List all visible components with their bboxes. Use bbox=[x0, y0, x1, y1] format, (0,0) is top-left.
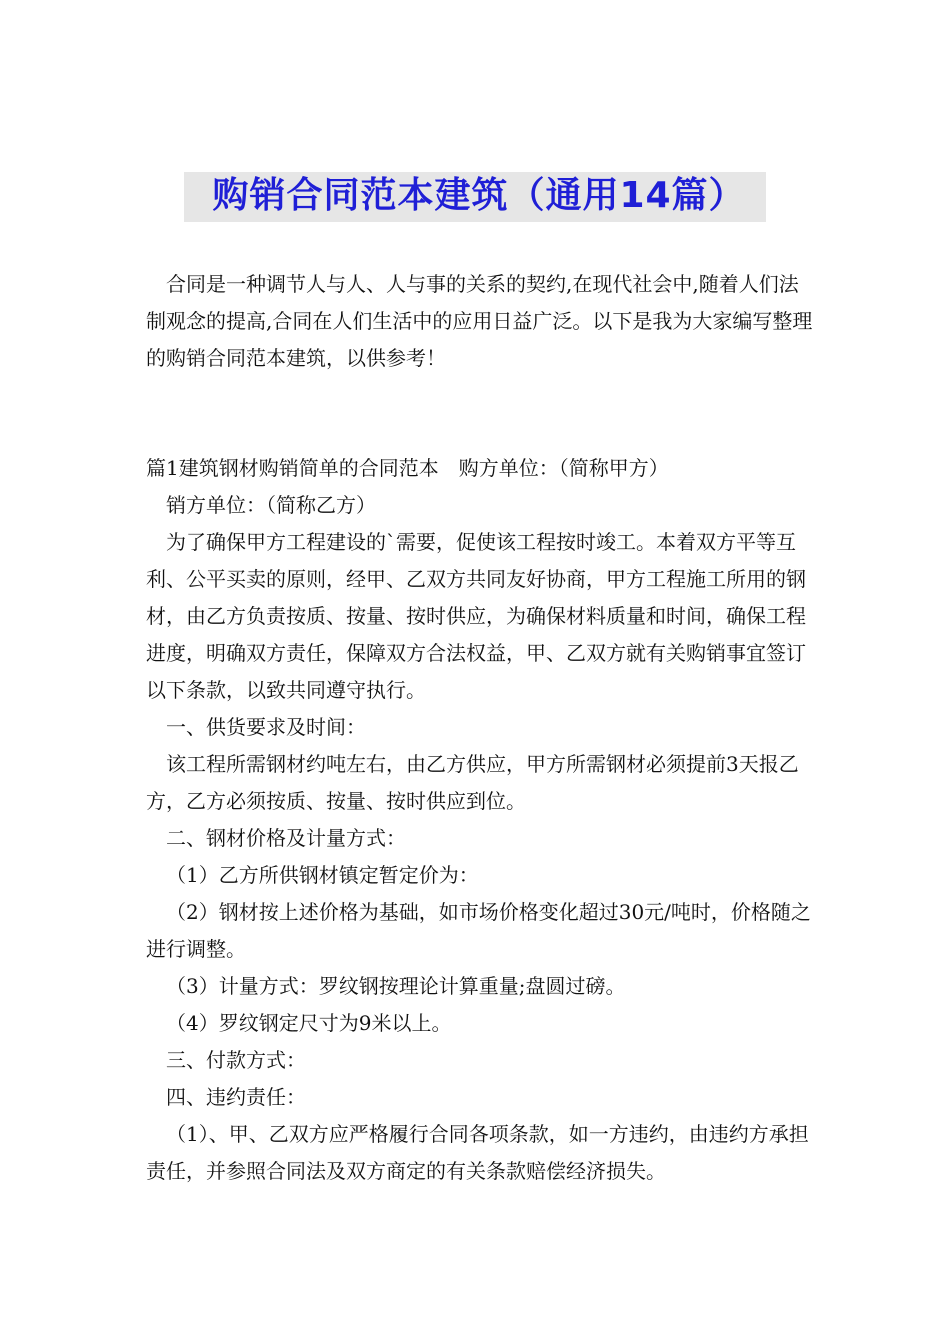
seller-line: 销方单位：（简称乙方） bbox=[166, 493, 376, 517]
clause-item: （2）钢材按上述价格为基础，如市场价格变化超过30元/吨时，价格随之进行调整。 bbox=[146, 900, 811, 961]
clause-heading: 二、钢材价格及计量方式： bbox=[166, 826, 406, 850]
body-paragraph: 该工程所需钢材约吨左右，由乙方供应，甲方所需钢材必须提前3天报乙方，乙方必须按质、按量、按时供应到位。 bbox=[146, 752, 799, 813]
clause-heading: 四、违约责任： bbox=[166, 1085, 306, 1109]
clause-heading: 一、供货要求及时间： bbox=[166, 715, 366, 739]
section-heading: 篇1建筑钢材购销简单的合同范本 购方单位：（简称甲方） bbox=[146, 456, 669, 480]
title-container bbox=[0, 172, 950, 222]
document-title: 购销合同范本建筑（通用14篇） bbox=[184, 172, 765, 222]
intro-paragraph: 合同是一种调节人与人、人与事的关系的契约,在现代社会中,随着人们法制观念的提高,合同在人们生活中的应用日益广泛。以下是我为大家编写整理的购销合同范本建筑，以供参考！ bbox=[146, 272, 813, 370]
clause-item: （4）罗纹钢定尺寸为9米以上。 bbox=[166, 1011, 452, 1035]
contract-body bbox=[146, 450, 818, 1190]
clause-item: （1）乙方所供钢材镇定暂定价为： bbox=[166, 863, 479, 887]
clause-item: （3）计量方式：罗纹钢按理论计算重量;盘圆过磅。 bbox=[166, 974, 626, 998]
clause-item: （1）、甲、乙双方应严格履行合同各项条款，如一方违约，由违约方承担责任，并参照合同法及双方商定的有关条款赔偿经济损失。 bbox=[146, 1122, 809, 1183]
clause-heading: 三、付款方式： bbox=[166, 1048, 306, 1072]
body-paragraph: 为了确保甲方工程建设的`需要，促使该工程按时竣工。本着双方平等互利、公平买卖的原则，经甲、乙双方共同友好协商，甲方工程施工所用的钢材，由乙方负责按质、按量、按时供应，为确保材料质量和时间，确保工程进度，明确双方责任，保障双方合法权益，甲、乙双方就有关购销事宜签订以下条款，以致共同遵守执行。 bbox=[146, 530, 806, 702]
